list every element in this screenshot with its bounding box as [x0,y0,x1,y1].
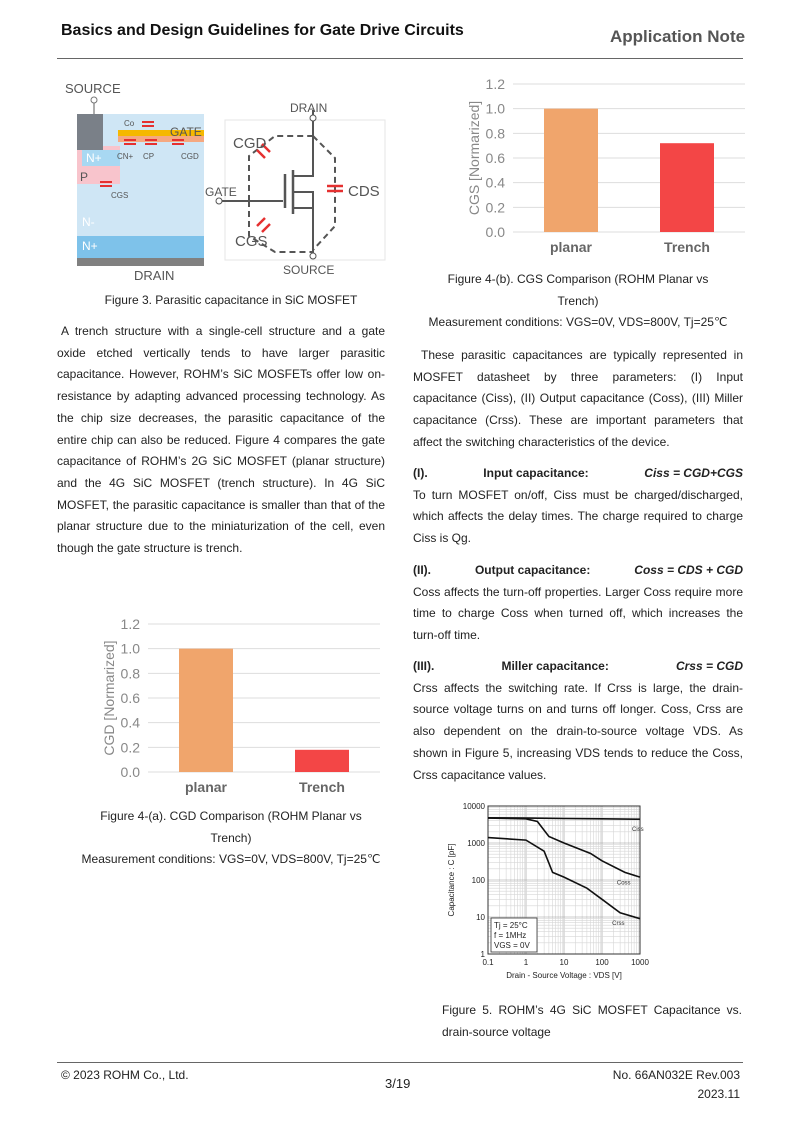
figure5-xtick-label: 100 [595,958,609,967]
cgd-cross-label: CGD [181,152,199,161]
figure5-xaxis-label: Drain - Source Voltage : VDS [V] [506,971,622,980]
figure4b-category-label: planar [549,239,593,255]
gate-label: GATE [170,125,202,139]
figure4b-caption [413,269,743,334]
section3-body: Crss affects the switching rate. If Crss is large, the drain-source voltage turns on and turns off longer. Coss, Crss are also dependent on the drain-to-source voltage VDS. As shown in Figure 5, increasing VDS tends to reduce the Coss, Crss capacitance values. [413,680,743,782]
section2-heading [413,560,743,582]
right-paragraph: These parasitic capacitances are typically represented in MOSFET datasheet by three parameters: (I) Input capacitance (Ciss), (II) Output capacitance (Coss), (III) Miller capacitance (Crss). These are important parameters that affect the switching characteristics of the device. [413,348,743,449]
figure3-schematic [205,96,395,282]
figure4a-ytick-label: 0.6 [120,690,140,706]
figure4a-caption-line3: Measurement conditions: VGS=0V, VDS=800V, Tj=25℃ [81,852,381,866]
figure5-ytick-label: 1 [480,950,485,959]
section2-formula: Coss = CDS + CGD [634,563,743,577]
figure4a-category-label: planar [184,779,228,795]
figure4b-caption-line1: Figure 4-(b). CGS Comparison (ROHM Planar vs [447,272,709,286]
figure4a-ytick-label: 0.2 [120,739,140,756]
section3-number: (III). [413,659,435,673]
figure4b-caption-line3: Measurement conditions: VGS=0V, VDS=800V, Tj=25℃ [428,315,728,329]
figure4a-yaxis-label: CGD [Normarized] [101,640,117,756]
document-type-label: Application Note [610,27,746,46]
section1-number: (I). [413,466,428,480]
p-label: P [80,170,89,184]
footer-date: 2023.11 [697,1087,740,1101]
figure5-ytick-label: 10 [476,913,485,922]
cp-label: CP [143,152,155,161]
figure4b-ytick-label: 0.6 [485,150,505,166]
co-label: Co [124,119,135,128]
footer-doc-number: No. 66AN032E Rev.003 [612,1068,740,1082]
figure5-chart [440,798,660,986]
drain-metal [77,258,204,266]
figure4a-ytick-label: 1.0 [120,640,140,657]
figure4a-ytick-label: 0.8 [120,665,140,682]
section3-heading [413,656,743,678]
source-terminal-schematic [310,253,316,259]
section2-title: Output capacitance: [474,563,591,577]
section1-body: To turn MOSFET on/off, Ciss must be charged/discharged, which affects the delay times. The charge required to charge Ciss is Qg. [413,487,743,546]
footer-page-number: 3/19 [385,1076,411,1091]
section1-heading [413,463,743,485]
figure4a-category-label: Trench [299,779,345,795]
figure4b-bar-planar [544,109,598,232]
header-divider [57,58,743,59]
drain-schematic-label: DRAIN [290,101,328,115]
figure4a-ytick-label: 0.4 [120,714,140,731]
figure4b-bar-trench [660,143,714,232]
figure4b-category-label: Trench [664,239,710,255]
cgd-schematic-label: CGD [233,135,267,152]
drain-terminal [310,115,316,121]
section1-formula: Ciss = CGD+CGS [644,466,743,480]
figure4b-ytick-label: 0.0 [485,224,505,240]
figure5-xtick-label: 1 [523,958,529,967]
section1-title: Input capacitance: [483,466,589,480]
figure5-ytick-label: 1000 [467,839,485,848]
figure4a-caption [57,806,405,871]
figure4b-ytick-label: 0.4 [485,174,505,191]
document-title: Basics and Design Guidelines for Gate Drive Circuits [61,22,464,39]
figure5-xtick-label: 1000 [631,958,649,967]
figure4b-yaxis-label: CGS [Normarized] [466,100,482,216]
source-terminal [91,97,97,103]
section3-formula: Crss = CGD [675,659,743,673]
figure5-ytick-label: 100 [471,876,485,885]
figure5-yaxis-label: Capacitance : C [pF] [447,843,456,917]
figure4b-ytick-label: 1.0 [485,100,505,117]
figure4b-ytick-label: 0.2 [485,199,505,216]
source-metal [77,114,103,150]
figure4a-bar-planar [179,649,233,772]
figure5-condition-text: VGS = 0V [494,941,530,950]
figure4b-caption-line2: Trench) [557,293,599,308]
source-schematic-label: SOURCE [283,263,335,277]
n-plus-label: N+ [86,151,102,165]
drain-label: DRAIN [134,268,175,283]
figure5-caption: Figure 5. ROHM’s 4G SiC MOSFET Capacitance vs. drain-source voltage [442,1003,742,1039]
cgs-schematic-label: CGS [235,233,268,250]
section-miller-capacitance [413,656,743,786]
figure5-ytick-label: 10000 [462,802,485,811]
figure5-condition-text: f = 1MHz [494,931,527,940]
schematic-capacitors [257,144,343,232]
figure4b-ytick-label: 1.2 [485,76,505,92]
figure4b-ytick-label: 0.8 [485,125,505,142]
figure4a-ytick-label: 1.2 [120,616,140,632]
left-paragraph: A trench structure with a single-cell structure and a gate oxide etched vertically tends to have larger parasitic capacitance. However, ROHM’s SiC MOSFETs offer low on-resistance by adapting advanced processing technology. As the chip size decreases, the parasitic capacitance of the entire chip can also be reduced. Figure 4 compares the gate capacitance of ROHM’s 2G SiC MOSFET (planar structure) and the 4G SiC MOSFET (trench structure). In 4G SiC MOSFET, the parasitic capacitance is smaller than that of the planar structure due to the miniaturization of the cell, even though the gate structure is trench. [57,324,385,556]
figure4a-caption-line2: Trench) [210,830,252,845]
section3-title: Miller capacitance: [501,659,609,673]
figure5-condition-text: Tj = 25°C [494,921,528,930]
figure5-xtick-label: 10 [559,958,569,967]
figure3-cross-section [62,78,210,285]
section2-number: (II). [413,563,431,577]
figure4b-chart [465,72,755,267]
source-label: SOURCE [65,81,121,96]
figure4a-caption-line1: Figure 4-(a). CGD Comparison (ROHM Planar vs [100,809,362,823]
footer-copyright: © 2023 ROHM Co., Ltd. [61,1068,189,1082]
cds-schematic-label: CDS [348,183,380,200]
figure5-series-label: Crss [612,920,625,927]
section2-body: Coss affects the turn-off properties. Larger Coss require more time to charge Coss when turned off, which increases the turn-off time. [413,584,743,643]
figure3-caption: Figure 3. Parasitic capacitance in SiC MOSFET [104,293,358,307]
n-minus-label: N- [82,215,95,229]
cgs-cross-label: CGS [111,191,129,200]
figure5-series-label: Ciss [632,827,644,834]
figure4a-chart [100,612,390,802]
n-plus-bottom-label: N+ [82,239,98,253]
figure4a-bar-trench [295,750,349,772]
section-output-capacitance [413,560,743,647]
gate-schematic-label: GATE [205,185,237,199]
section-input-capacitance [413,463,743,550]
footer-divider [57,1062,743,1063]
figure4a-ytick-label: 0.0 [120,764,140,780]
figure5-xtick-label: 0.1 [482,958,494,967]
figure5-series-label: Coss [616,880,631,887]
cn-label: CN+ [117,152,134,161]
